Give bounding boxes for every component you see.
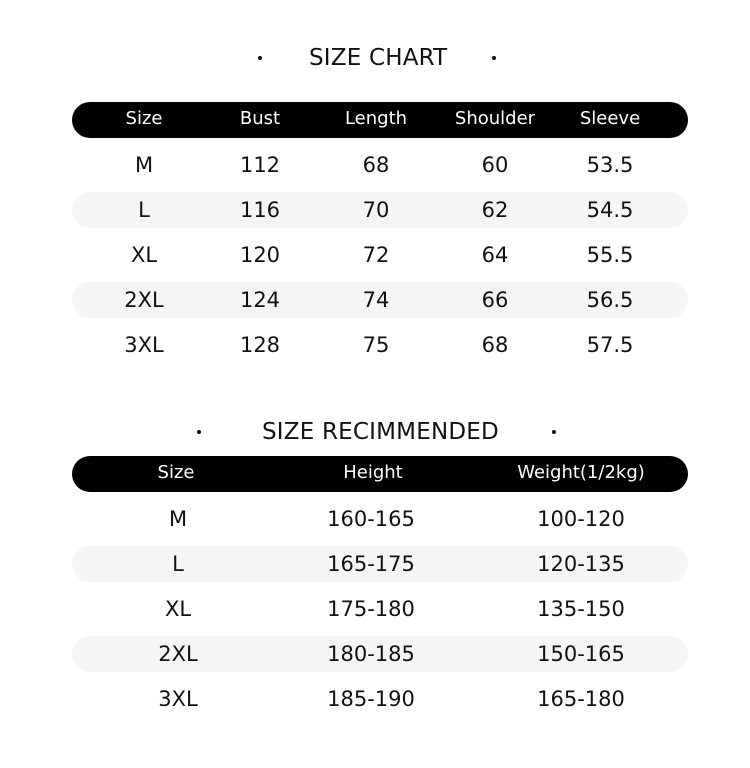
weight-cell: 150-165 — [537, 642, 625, 666]
bullet-dot-icon — [552, 430, 556, 434]
length-cell: 75 — [362, 333, 390, 357]
size-cell: 3XL — [158, 687, 198, 711]
height-cell: 175-180 — [327, 597, 415, 621]
size-recommended-header-row — [72, 456, 688, 492]
bust-cell: 112 — [239, 153, 281, 177]
length-cell: 68 — [362, 153, 390, 177]
size-cell: 2XL — [158, 642, 198, 666]
size-cell: 2XL — [124, 288, 164, 312]
table-row — [72, 546, 688, 582]
bust-cell: 128 — [239, 333, 281, 357]
weight-cell: 120-135 — [537, 552, 625, 576]
column-header-sleeve: Sleeve — [579, 108, 641, 129]
size-cell: M — [134, 153, 154, 177]
sleeve-cell: 54.5 — [586, 198, 634, 222]
table-row — [72, 237, 688, 273]
bust-cell: 124 — [239, 288, 281, 312]
sleeve-cell: 55.5 — [586, 243, 634, 267]
bust-cell: 120 — [239, 243, 281, 267]
shoulder-cell: 62 — [481, 198, 509, 222]
size-cell: L — [138, 198, 150, 222]
shoulder-cell: 68 — [481, 333, 509, 357]
length-cell: 74 — [362, 288, 390, 312]
table-row — [72, 591, 688, 627]
size-cell: M — [168, 507, 188, 531]
size-chart-table — [72, 102, 688, 372]
size-cell: XL — [130, 243, 158, 267]
shoulder-cell: 64 — [481, 243, 509, 267]
column-header-weight: Weight(1/2kg) — [517, 462, 645, 483]
bust-cell: 116 — [239, 198, 281, 222]
bullet-dot-icon — [258, 56, 262, 60]
size-recommended-title: SIZE RECIMMENDED — [262, 419, 499, 445]
bullet-dot-icon — [197, 430, 201, 434]
sleeve-cell: 57.5 — [586, 333, 634, 357]
table-row — [72, 636, 688, 672]
column-header-length: Length — [344, 108, 408, 129]
size-recommended-table — [72, 456, 688, 726]
weight-cell: 135-150 — [537, 597, 625, 621]
column-header-height: Height — [343, 462, 403, 483]
length-cell: 72 — [362, 243, 390, 267]
column-header-size: Size — [125, 108, 163, 129]
height-cell: 160-165 — [327, 507, 415, 531]
bullet-dot-icon — [492, 56, 496, 60]
column-header-bust: Bust — [239, 108, 281, 129]
shoulder-cell: 60 — [481, 153, 509, 177]
height-cell: 165-175 — [327, 552, 415, 576]
length-cell: 70 — [362, 198, 390, 222]
shoulder-cell: 66 — [481, 288, 509, 312]
column-header-size: Size — [157, 462, 195, 483]
size-chart-title: SIZE CHART — [309, 45, 448, 71]
sleeve-cell: 56.5 — [586, 288, 634, 312]
table-row — [72, 681, 688, 717]
weight-cell: 165-180 — [537, 687, 625, 711]
table-row — [72, 192, 688, 228]
size-chart-heading — [0, 38, 750, 78]
size-chart-header-row — [72, 102, 688, 138]
size-cell: 3XL — [124, 333, 164, 357]
sleeve-cell: 53.5 — [586, 153, 634, 177]
column-header-shoulder: Shoulder — [454, 108, 536, 129]
height-cell: 180-185 — [327, 642, 415, 666]
size-cell: XL — [164, 597, 192, 621]
table-row — [72, 327, 688, 363]
weight-cell: 100-120 — [537, 507, 625, 531]
table-row — [72, 501, 688, 537]
size-recommended-heading — [0, 412, 750, 452]
table-row — [72, 282, 688, 318]
size-cell: L — [172, 552, 184, 576]
height-cell: 185-190 — [327, 687, 415, 711]
table-row — [72, 147, 688, 183]
